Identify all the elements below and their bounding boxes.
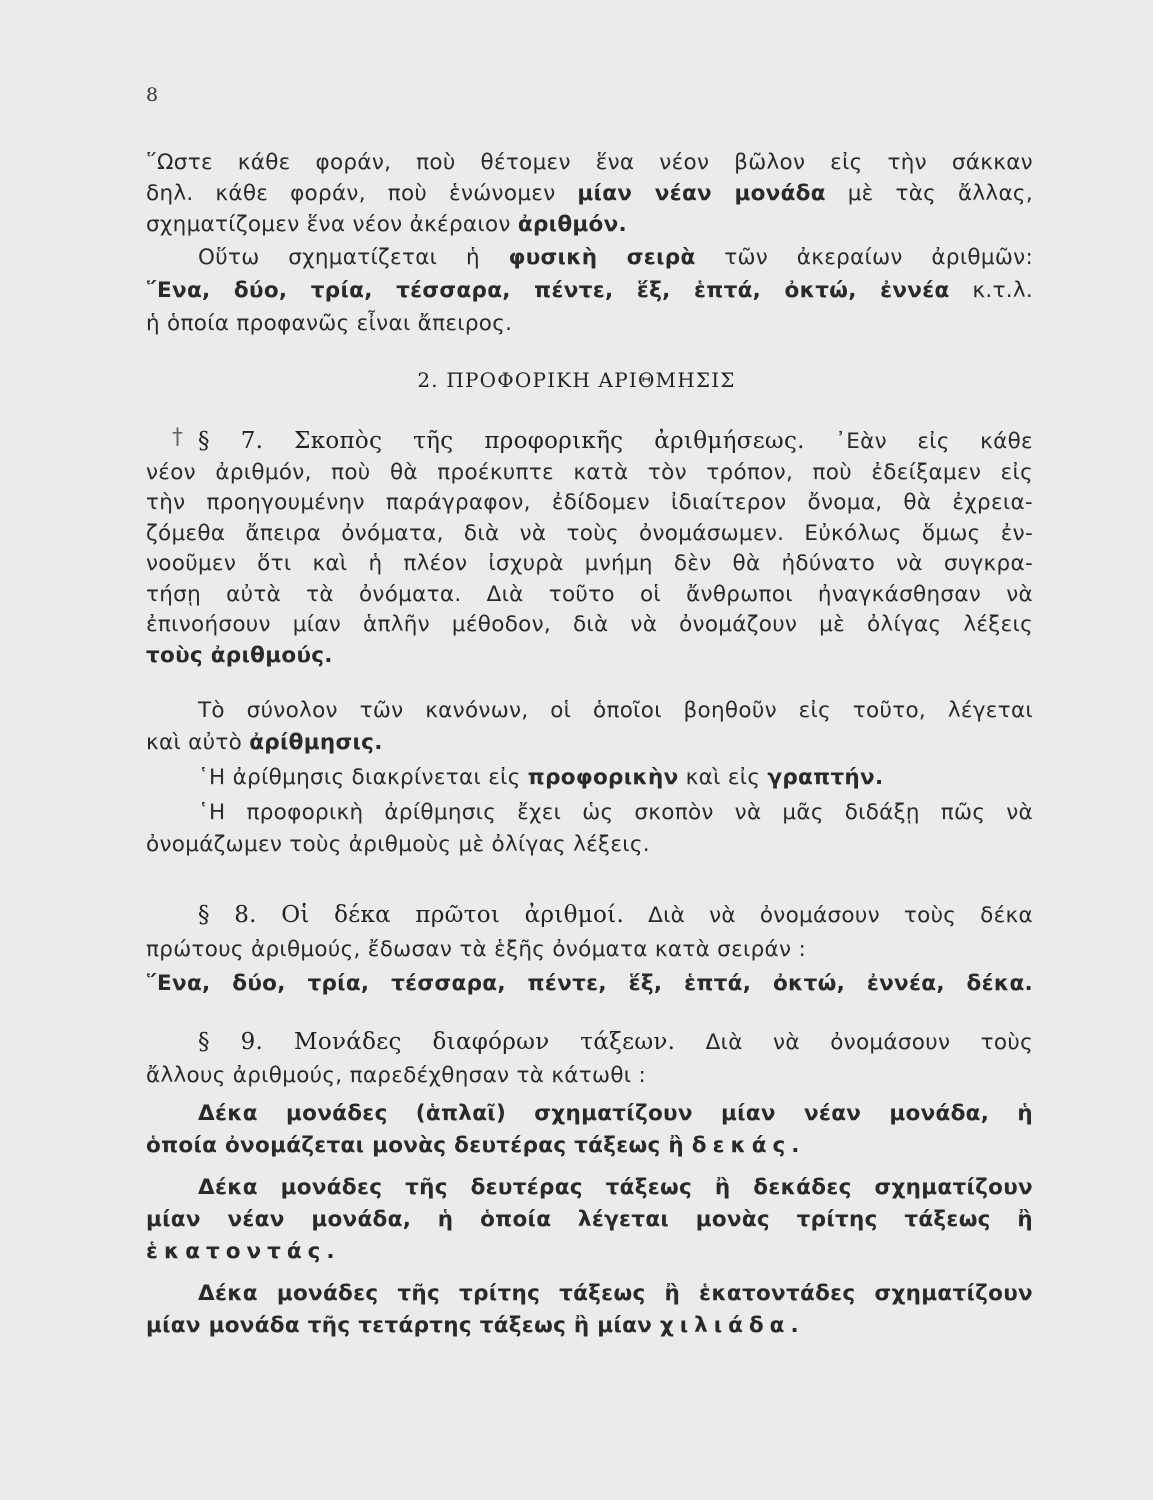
term-ekatontas: ἑκατοντάς. (146, 1239, 341, 1264)
page-number: 8 (146, 84, 159, 106)
paragraph-arithmisis (146, 695, 1033, 759)
text-line: ὀνομάζωμεν τοὺς ἀριθμοὺς μὲ ὀλίγας λέξεις. (146, 832, 650, 857)
text-line: ἡ ὁποία προφανῶς εἶναι ἄπειρος. (146, 311, 513, 336)
paragraph-intro (146, 147, 1033, 240)
emphasis-text: τοὺς ἀριθμούς. (146, 642, 333, 668)
term-chiliada: χιλιάδα. (659, 1313, 805, 1338)
section-9 (146, 1026, 1033, 1092)
emphasis-text: ἀριθμόν. (517, 212, 627, 237)
number-names: ῞Ενα, δύο, τρία, τέσσαρα, πέντε, ἕξ, ἑπτά, ὀκτώ, ἐννέα (146, 278, 950, 303)
emphasis-text: ἀρίθμησις. (249, 730, 383, 755)
paragraph-natural-series (146, 241, 1033, 340)
text-line: Δέκα μονάδες τῆς δευτέρας τάξεως ἢ δεκάδες σχηματίζουν (198, 1175, 1033, 1200)
paragraph-types (146, 762, 1033, 794)
text-line: ἐπινοήσουν μίαν ἁπλῆν μέθοδον, διὰ νὰ ὀνομάζουν μὲ ὀλίγας λέξεις (146, 612, 1033, 637)
emphasis-text: προφορικὴν (527, 765, 679, 790)
text-line: § 8. Οἱ δέκα πρῶτοι ἀριθμοί. Διὰ νὰ ὀνομάσουν τοὺς δέκα (198, 902, 1034, 928)
text-line: Δέκα μονάδες τῆς τρίτης τάξεως ἢ ἑκατοντάδες σχηματίζουν (198, 1281, 1033, 1306)
text-line: ῞Ωστε κάθε φοράν, ποὺ θέτομεν ἕνα νέον βῶλον εἰς τὴν σάκκαν (146, 150, 1033, 175)
section-9-title: § 9. Μονάδες διαφόρων τάξεων. (198, 1029, 676, 1055)
text-line: σχηματίζομεν ἕνα νέον ἀκέραιον ἀριθμόν. (146, 212, 627, 237)
margin-mark: † (172, 425, 183, 450)
text-line: δηλ. κάθε φοράν, ποὺ ἑνώνομεν μίαν νέαν μονάδα μὲ τὰς ἄλλας, (146, 181, 1033, 206)
text-line: τὴν προηγουμένην παράγραφον, ἐδίδομεν ἰδιαίτερον ὄνομα, θὰ ἐχρεια- (146, 490, 1033, 515)
text-line: Δέκα μονάδες (ἁπλαῖ) σχηματίζουν μίαν νέαν μονάδα, ἡ (198, 1101, 1033, 1126)
text-line: νοοῦμεν ὅτι καὶ ἡ πλέον ἰσχυρὰ μνήμη δὲν θὰ ἠδύνατο νὰ συγκρα- (146, 551, 1033, 576)
text-line: μίαν μονάδα τῆς τετάρτης τάξεως ἢ μίαν χιλιάδα. (146, 1313, 805, 1338)
section-7 (146, 426, 1033, 671)
emphasis-text: μίαν νέαν μονάδα (577, 181, 826, 206)
text-line: ἄλλους ἀριθμούς, παρεδέχθησαν τὰ κάτωθι : (146, 1063, 647, 1088)
text-line: ζόμεθα ἄπειρα ὀνόματα, διὰ νὰ τοὺς ὀνομάσωμεν. Εὐκόλως ὅμως ἐν- (146, 520, 1033, 546)
text-line: ῾Η προφορικὴ ἀρίθμησις ἔχει ὡς σκοπὸν νὰ μᾶς διδάξῃ πῶς νὰ (198, 800, 1033, 825)
rule-thousand (146, 1278, 1033, 1342)
text-line: ὁποία ὀνομάζεται μονὰς δευτέρας τάξεως ἢ δεκάς. (146, 1133, 806, 1158)
number-names: ῞Ενα, δύο, τρία, τέσσαρα, πέντε, ἕξ, ἑπτά, ὀκτώ, ἐννέα, δέκα. (146, 971, 1033, 996)
text-line: § 9. Μονάδες διαφόρων τάξεων. Διὰ νὰ ὀνομάσουν τοὺς (198, 1029, 1033, 1055)
text-line: καὶ αὐτὸ ἀρίθμησις. (146, 730, 383, 755)
section-8 (146, 898, 1033, 1001)
text-line: ῞Ενα, δύο, τρία, τέσσαρα, πέντε, ἕξ, ἑπτά, ὀκτώ, ἐννέα κ.τ.λ. (146, 278, 1033, 303)
text-line: τήσῃ αὐτὰ τὰ ὀνόματα. Διὰ τοῦτο οἱ ἄνθρωποι ἠναγκάσθησαν νὰ (146, 581, 1033, 607)
emphasis-text: φυσικὴ σειρὰ (508, 245, 696, 270)
term-dekas: δεκάς. (691, 1133, 806, 1158)
text-line: πρώτους ἀριθμούς, ἔδωσαν τὰ ἑξῆς ὀνόματα κατὰ σειράν : (146, 937, 807, 962)
section-8-title: § 8. Οἱ δέκα πρῶτοι ἀριθμοί. (198, 902, 625, 928)
text-line: Οὕτω σχηματίζεται ἡ φυσικὴ σειρὰ τῶν ἀκεραίων ἀριθμῶν: (198, 245, 1034, 270)
text-line: μίαν νέαν μονάδα, ἡ ὁποία λέγεται μονὰς τρίτης τάξεως ἢ (146, 1207, 1033, 1232)
section-7-title: § 7. Σκοπὸς τῆς προφορικῆς ἀριθμήσεως. (198, 428, 805, 454)
text-line: § 7. Σκοπὸς τῆς προφορικῆς ἀριθμήσεως. ᾿Εὰν εἰς κάθε (198, 428, 1033, 454)
paragraph-oral-goal (146, 797, 1033, 861)
rule-decade (146, 1098, 1033, 1162)
text-line: νέον ἀριθμόν, ποὺ θὰ προέκυπτε κατὰ τὸν τρόπον, ποὺ ἐδείξαμεν εἰς (146, 459, 1033, 485)
rule-hundred (146, 1172, 1033, 1268)
section-heading: 2. ΠΡΟΦΟΡΙΚΗ ΑΡΙΘΜΗΣΙΣ (417, 368, 736, 392)
text-line: Τὸ σύνολον τῶν κανόνων, οἱ ὁποῖοι βοηθοῦν εἰς τοῦτο, λέγεται (198, 698, 1033, 723)
text-line: ῾Η ἀρίθμησις διακρίνεται εἰς προφορικὴν καὶ εἰς γραπτήν. (198, 765, 884, 790)
emphasis-text: γραπτήν. (767, 765, 884, 790)
